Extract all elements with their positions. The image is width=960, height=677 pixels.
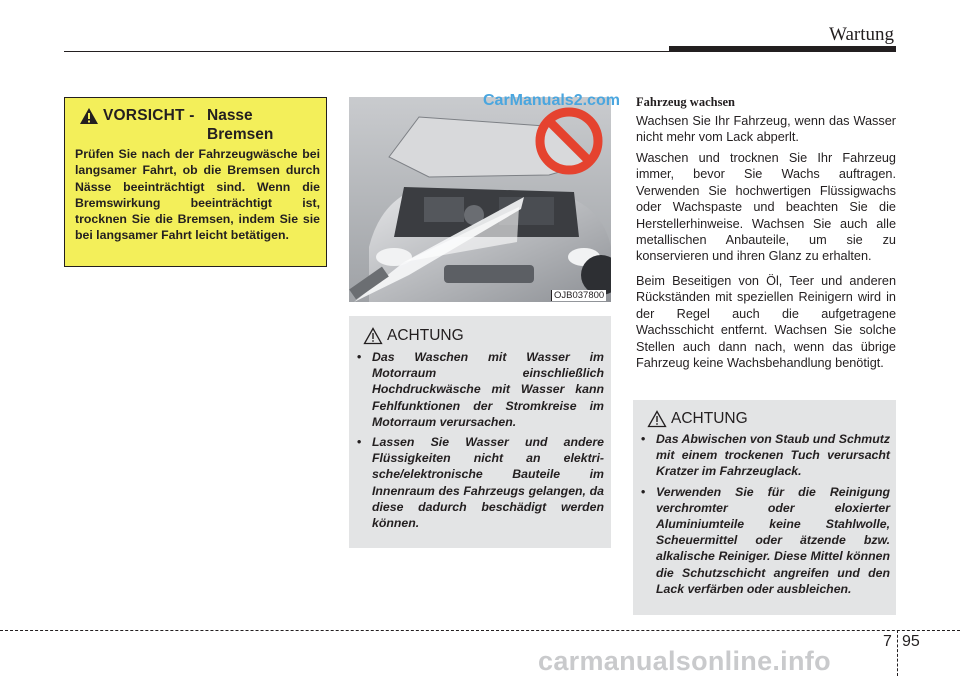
caution-box-wiping bbox=[633, 400, 896, 615]
caution-box-engine-wash bbox=[349, 316, 611, 548]
chapter-number: 7 bbox=[883, 633, 892, 650]
caution-list bbox=[638, 431, 890, 601]
engine-wash-illustration bbox=[349, 97, 611, 302]
waxing-heading: Fahrzeug wachsen bbox=[636, 95, 735, 109]
warning-box bbox=[64, 97, 327, 267]
prohibition-sign-icon bbox=[535, 107, 603, 175]
warning-body: Prüfen Sie nach der Fahrzeugwäsche bei langsamer Fahrt, ob die Bremsen durch Nässe beeinträchtigt sind. Wenn die Bremswirkung beeinträchtigt ist, trocknen Sie die Bremsen, indem Sie sie bei langsamer Fahrt leicht betätigen. bbox=[75, 147, 320, 243]
waxing-paragraph: Waschen und trocknen Sie Ihr Fahrzeug immer, bevor Sie Wachs auftragen. Verwenden Sie hochwertigen Flüssigwachs oder Wachspaste und beachten Sie die Herstellerhinweise. Wachsen Sie auch alle metallischen Anbauteile, um sie zu konservieren und ihren Glanz zu erhalten. bbox=[636, 151, 896, 264]
image-code: OJB037800 bbox=[551, 290, 606, 301]
site-watermark: carmanualsonline.info bbox=[538, 646, 831, 676]
caution-title: ACHTUNG bbox=[387, 327, 464, 344]
waxing-paragraph: Beim Beseitigen von Öl, Teer und anderen Rückständen mit speziellen Reinigern wird in der Regel auch die aufgetragene Wachsschicht entfernt. Wachsen Sie solche Stellen auch dann nach, wenn das übrige Fahrzeug keine Wachsbehandlung benötigt. bbox=[636, 274, 896, 371]
warning-title-line1: Nasse bbox=[207, 107, 253, 124]
caution-item: • Lassen Sie Wasser und andere Flüssigkeiten nicht an elektrische/elektronische Bauteile im Innenraum des Fahrzeugs gelangen, da diese dadurch beschädigt werden können. bbox=[354, 434, 604, 531]
warning-triangle-icon bbox=[79, 107, 99, 125]
warning-title-line2: Bremsen bbox=[207, 126, 274, 143]
caution-item: • Das Abwischen von Staub und Schmutz mit einem trockenen Tuch verursacht Kratzer im Fahrzeuglack. bbox=[638, 431, 890, 480]
section-title: Wartung bbox=[829, 24, 894, 45]
footer-divider bbox=[897, 630, 898, 676]
header-rule-accent bbox=[669, 46, 896, 52]
caution-item: • Das Waschen mit Wasser im Motorraum einschließlich Hochdruckwäsche mit Wasser kann Fehlfunktionen der Stromkreise im Motorraum verursachen. bbox=[354, 349, 604, 430]
caution-item: • Verwenden Sie für die Reinigung verchromter oder eloxierter Aluminiumteile keine Stahlwolle, Scheuermittel oder ätzende bzw. alkalische Reiniger. Diese Mittel können die Schutzschicht angreifen und den Lack verfärben oder ausbleichen. bbox=[638, 484, 890, 597]
header-rule bbox=[64, 51, 669, 52]
caution-title: ACHTUNG bbox=[671, 410, 748, 427]
warning-title-prefix: VORSICHT - bbox=[103, 107, 195, 124]
caution-triangle-icon bbox=[363, 327, 383, 345]
page-number: 95 bbox=[902, 633, 920, 650]
watermark-text: CarManuals2.com bbox=[483, 92, 620, 109]
caution-list bbox=[354, 349, 604, 535]
waxing-paragraph: Wachsen Sie Ihr Fahrzeug, wenn das Wasser nicht mehr vom Lack abperlt. bbox=[636, 114, 896, 145]
caution-triangle-icon bbox=[647, 410, 667, 428]
footer-rule bbox=[0, 630, 960, 631]
